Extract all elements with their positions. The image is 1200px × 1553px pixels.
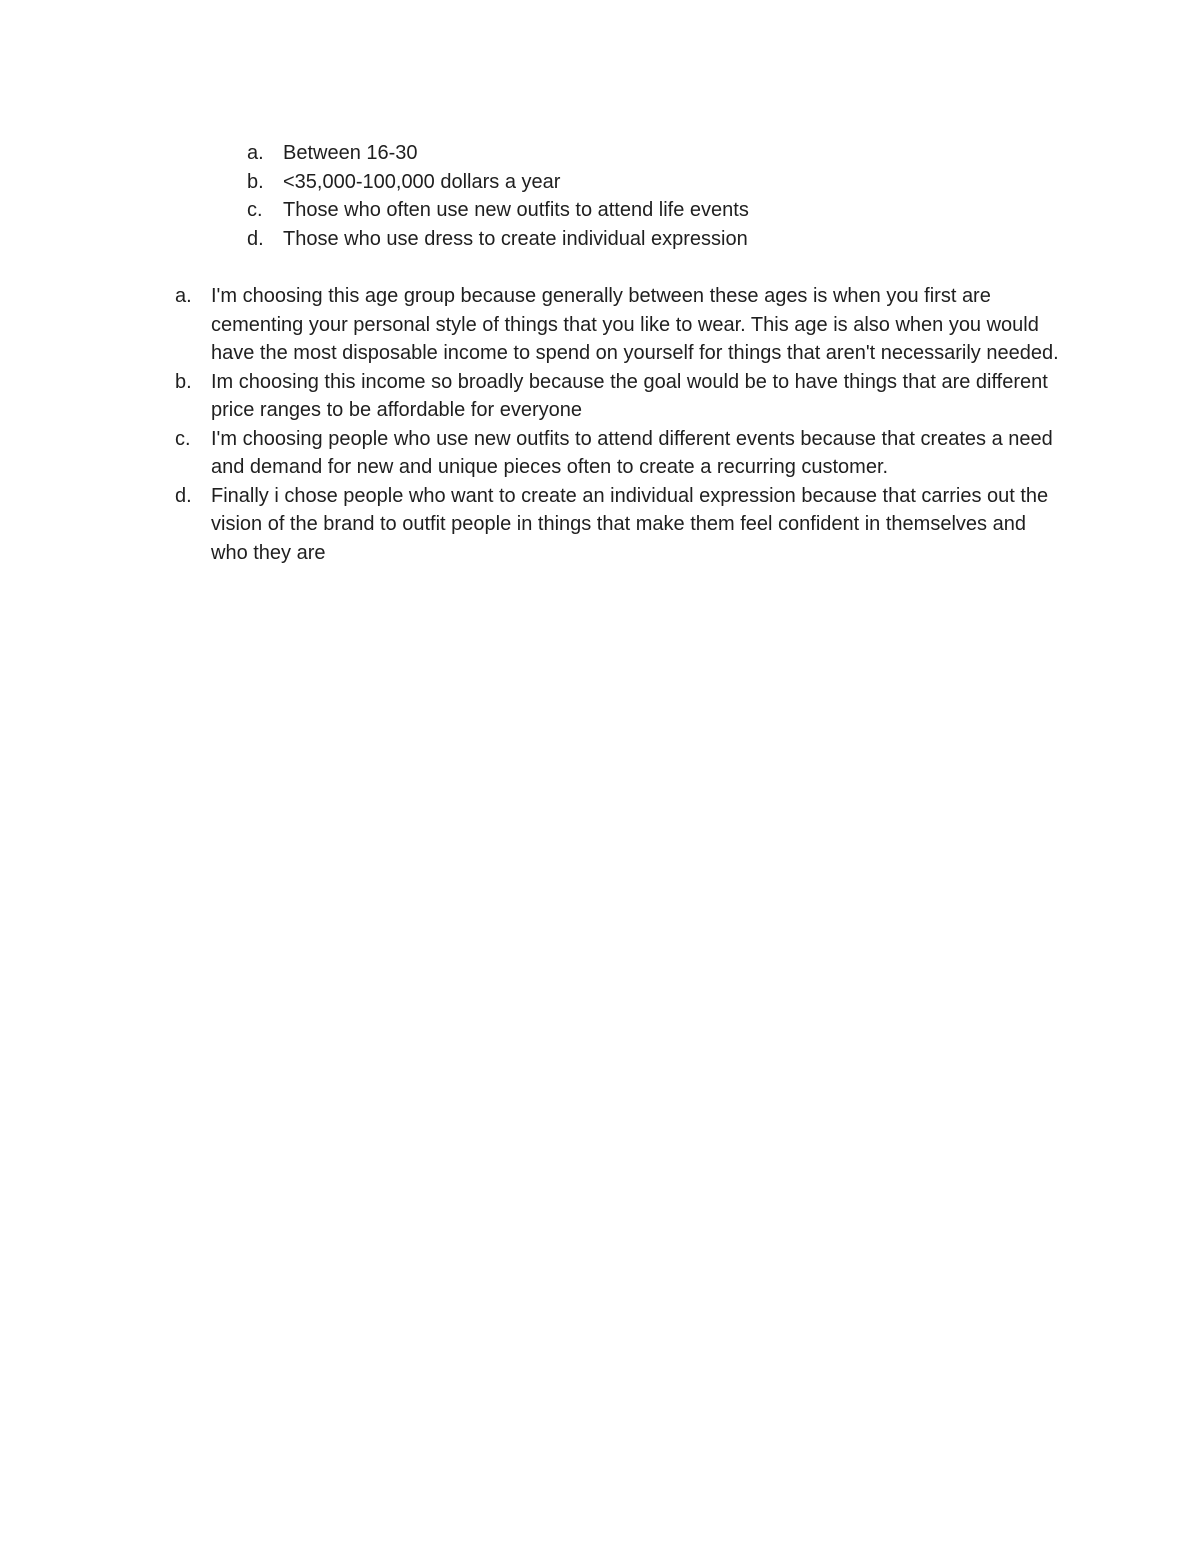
list-marker: a. (175, 285, 192, 307)
list-marker: d. (247, 227, 264, 250)
list-item (247, 196, 1083, 225)
list-item-text: Those who often use new outfits to attend life events (283, 199, 749, 221)
list-marker: b. (247, 170, 264, 193)
list-marker: d. (175, 484, 192, 507)
list-item-text: <35,000-100,000 dollars a year (283, 170, 561, 193)
list-item (175, 282, 1061, 368)
list-marker: b. (175, 370, 192, 393)
list-marker: a. (247, 142, 264, 164)
list-item (247, 139, 1083, 168)
list-marker: c. (247, 199, 263, 221)
list-item-text: Between 16-30 (283, 142, 418, 164)
list-item-text: Those who use dress to create individual expression (283, 227, 748, 250)
list-item (175, 482, 1061, 568)
explanations-list (175, 282, 1061, 567)
criteria-list (247, 139, 1083, 253)
list-item (175, 368, 1061, 425)
list-item (175, 425, 1061, 482)
list-item-text: I'm choosing people who use new outfits to attend different events because that creates a need and demand for new and unique pieces often to create a recurring customer. (211, 427, 1053, 478)
list-item-text: Im choosing this income so broadly because the goal would be to have things that are different price ranges to be affordable for everyone (211, 370, 1048, 421)
list-item-text: Finally i chose people who want to create an individual expression because that carries out the vision of the brand to outfit people in things that make them feel confident in themselves and who they are (211, 484, 1049, 564)
list-marker: c. (175, 427, 191, 450)
list-item (247, 225, 1083, 254)
list-item (247, 168, 1083, 197)
list-item-text: I'm choosing this age group because generally between these ages is when you first are cementing your personal style of things that you like to wear. This age is also when you would have the most disposable income to spend on yourself for things that aren't necessarily needed. (211, 285, 1059, 364)
